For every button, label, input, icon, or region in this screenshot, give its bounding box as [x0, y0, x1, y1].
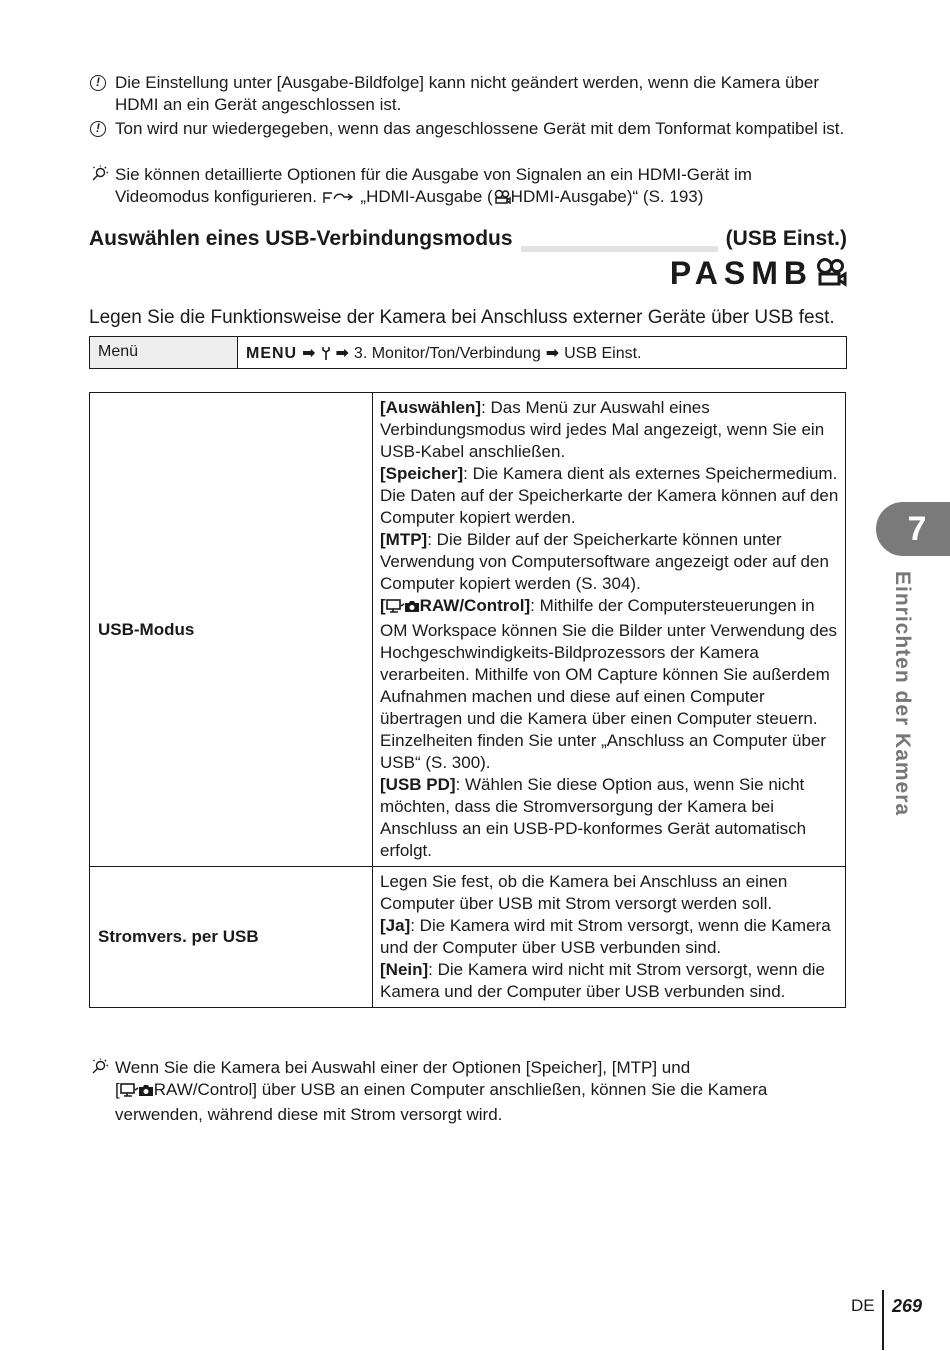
options-table: [89, 392, 846, 1008]
option-item: [380, 397, 839, 463]
option-item: Legen Sie fest, ob die Kamera bei Anschluss an einen Computer über USB mit Strom versorgt werden soll.: [380, 872, 788, 913]
option-desc: : Die Kamera wird mit Strom versorgt, wenn die Kamera und der Computer über USB verbunden sind.: [380, 916, 831, 957]
note-text: Sie können detaillierte Optionen für die Ausgabe von Signalen an ein HDMI-Gerät im Videomodus konfigurieren.: [115, 165, 752, 206]
menu-keyword: MENU: [246, 345, 298, 362]
mode-letters: PASMB: [669, 255, 813, 291]
option-name: USB-Modus: [90, 393, 373, 867]
option-desc: : Die Kamera wird nicht mit Strom versorgt, wenn die Kamera und der Computer über USB verbunden sind.: [380, 960, 825, 1001]
section-title: Auswählen eines USB-Verbindungsmodus: [89, 226, 521, 252]
table-row: [90, 393, 846, 867]
reference-icon: [322, 189, 356, 211]
note-text: Wenn Sie die Kamera bei Auswahl einer der Optionen [Speicher], [MTP] und: [115, 1058, 691, 1077]
tip-icon: [89, 165, 109, 185]
note-text: „HDMI-Ausgabe (: [360, 187, 493, 206]
menu-path-box: [89, 336, 847, 369]
option-item: [380, 529, 839, 595]
option-item: [380, 463, 839, 529]
option-term: [USB PD]: [380, 775, 456, 794]
option-name: Stromvers. per USB: [90, 867, 373, 1008]
note-tip-1: [89, 164, 849, 211]
section-heading: [89, 226, 847, 252]
pc-camera-icon: [386, 598, 420, 620]
option-desc: : Wählen Sie diese Option aus, wenn Sie nicht möchten, dass die Stromversorgung der Kamera bei Anschluss an ein USB-PD-konformes Gerät automatisch erfolgt.: [380, 775, 807, 860]
tip-icon: [89, 1058, 109, 1078]
section-menu-name: (USB Einst.): [718, 226, 847, 252]
language-code: DE: [851, 1296, 875, 1315]
note-text: [: [115, 1080, 120, 1099]
intro-text: Legen Sie die Funktionsweise der Kamera bei Anschluss externer Geräte über USB fest.: [89, 307, 835, 328]
note-text: RAW/Control] über USB an einen Computer anschließen, können Sie die Kamera verwenden, während diese mit Strom versorgt wird.: [115, 1080, 768, 1124]
footer-divider: [882, 1290, 884, 1350]
option-item: Einzelheiten finden Sie unter „Anschluss an Computer über USB“ (S. 300).: [380, 731, 827, 772]
arrow-right-icon: ➡: [335, 345, 349, 362]
table-row: [90, 867, 846, 1008]
option-description: [373, 393, 846, 867]
menu-target: USB Einst.: [564, 345, 642, 362]
option-desc: : Die Bilder auf der Speicherkarte können unter Verwendung von Computersoftware angezeigt oder auf den Computer kopiert werden (S. 304).: [380, 530, 829, 593]
caution-icon: !: [90, 121, 106, 137]
option-term: [ RAW/Control]: [380, 596, 530, 615]
option-desc: : Mithilfe der Computersteuerungen in OM Workspace können Sie die Bilder unter Verwendung des Hochgeschwindigkeits-Bildprozessors der Kamera verarbeiten. Mithilfe von OM Capture können Sie außerdem Aufnahmen machen und diese auf einen Computer übertragen und die Kamera über einen Computer steuern.: [380, 596, 838, 728]
option-description: [373, 867, 846, 1008]
option-desc: : Die Kamera dient als externes Speichermedium. Die Daten auf der Speicherkarte der Kamera können auf den Computer kopiert werden.: [380, 464, 839, 527]
page-number: 269: [892, 1296, 923, 1316]
chapter-title: Einrichten der Kamera: [891, 571, 914, 817]
option-desc: : Das Menü zur Auswahl eines Verbindungsmodus wird jedes Mal angezeigt, wenn Sie ein USB-Kabel anschließen.: [380, 398, 825, 461]
arrow-right-icon: ➡: [302, 345, 316, 362]
note-caution-2: [89, 118, 849, 140]
option-item: [380, 959, 839, 1003]
caution-icon: !: [90, 75, 106, 91]
option-term: [Speicher]: [380, 464, 464, 483]
note-text: Die Einstellung unter [Ausgabe-Bildfolge] kann nicht geändert werden, wenn die Kamera über HDMI an ein Gerät angeschlossen ist.: [115, 73, 820, 114]
menu-path: [246, 344, 641, 367]
chapter-tab: 7: [876, 502, 950, 556]
note-text: HDMI-Ausgabe)“ (S. 193): [510, 187, 704, 206]
wrench-icon: [321, 345, 331, 367]
option-term: [Auswählen]: [380, 398, 482, 417]
option-item: [380, 915, 839, 959]
arrow-right-icon: ➡: [545, 345, 560, 362]
movie-mode-icon: [815, 257, 847, 294]
option-item: [380, 774, 839, 862]
option-item: [380, 595, 839, 730]
menu-label: Menü: [90, 337, 238, 368]
option-term: [Nein]: [380, 960, 429, 979]
pc-camera-icon: [120, 1082, 154, 1104]
option-term: [Ja]: [380, 916, 411, 935]
option-term: [MTP]: [380, 530, 428, 549]
note-tip-2: [89, 1057, 849, 1126]
movie-mode-icon: [493, 189, 511, 211]
menu-path-end: 3. Monitor/Ton/Verbindung: [353, 345, 541, 362]
note-text: Ton wird nur wiedergegeben, wenn das angeschlossene Gerät mit dem Tonformat kompatibel ist.: [115, 119, 845, 138]
note-caution-1: [89, 72, 849, 116]
shooting-modes: [670, 255, 847, 294]
